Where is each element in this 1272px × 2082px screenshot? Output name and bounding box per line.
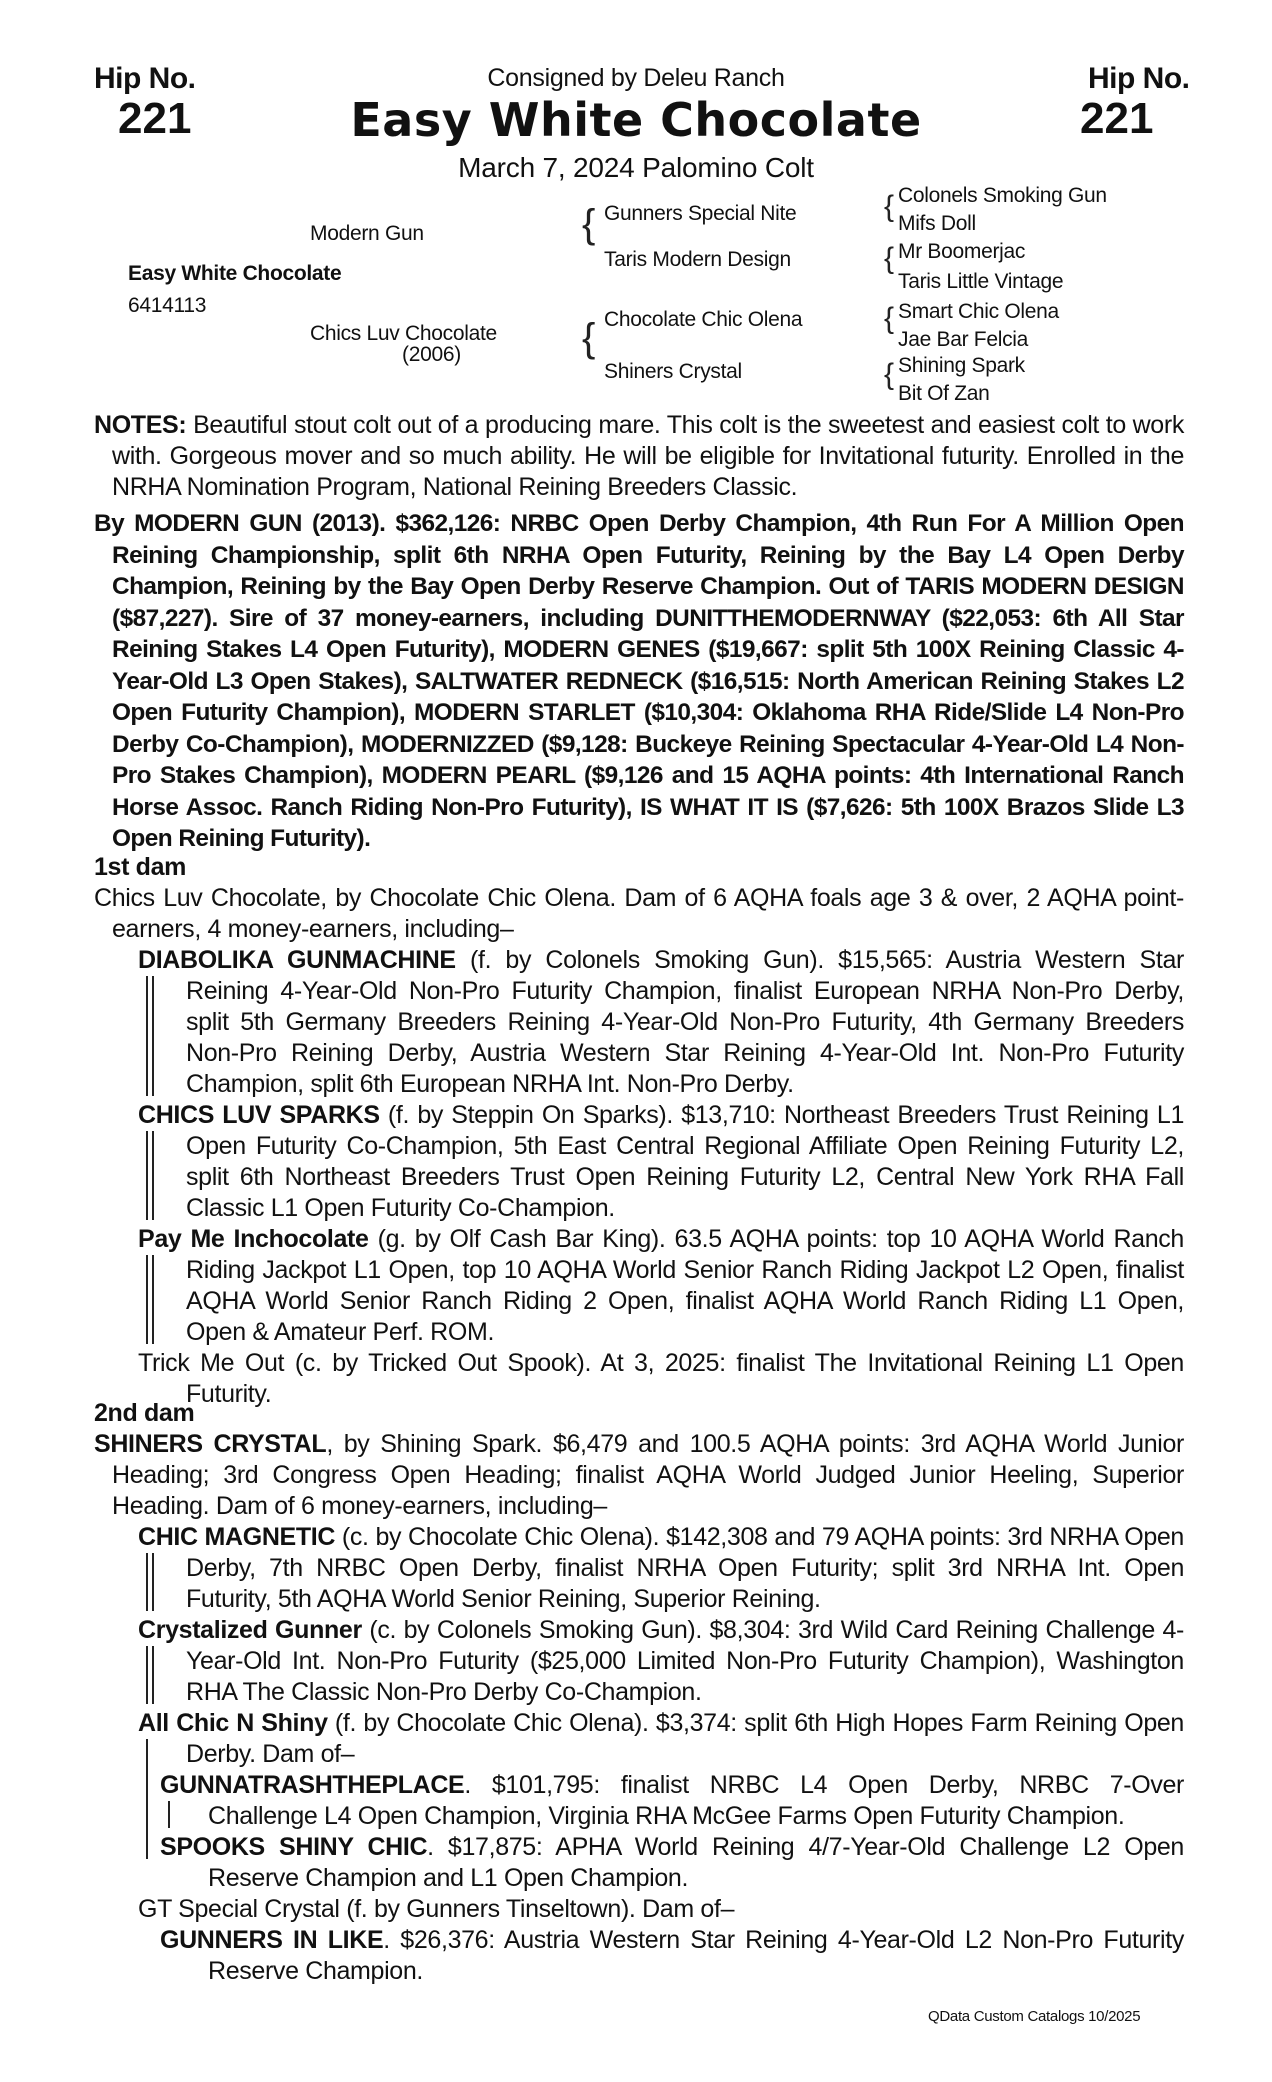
- second-dam-heading: 2nd dam: [94, 1399, 195, 1427]
- brace-ggp-2: {: [884, 242, 895, 275]
- produce-text: (f. by Colonels Smoking Gun). $15,565: Austria Western Star Reining 4-Year-Old Non-Pro Futurity Champion, finalist European NRHA Non-Pro Derby, split 5th Germany Breeders Reining 4-Year-Old Non-Pro Futurity, 4th Germany Breeders Non-Pro Reining Derby, Austria Western Star Reining 4-Year-Old Int. Non-Pro Futurity Champion, split 6th European NRHA Int. Non-Pro Derby.: [186, 946, 1184, 1098]
- pedigree-ggp-7: Shining Spark: [898, 354, 1025, 377]
- produce-rule: [146, 1553, 148, 1611]
- pedigree-sire-dam: Taris Modern Design: [604, 248, 791, 271]
- first-dam-intro: Chics Luv Chocolate, by Chocolate Chic Olena. Dam of 6 AQHA foals age 3 & over, 2 AQHA point-earners, 4 money-earners, including–: [94, 884, 1184, 943]
- pedigree-subject-name: Easy White Chocolate: [128, 262, 342, 285]
- produce-rule-inner: [152, 1255, 154, 1344]
- produce-text: (f. by Chocolate Chic Olena). $3,374: split 6th High Hopes Farm Reining Open Derby. Dam of–: [186, 1709, 1184, 1768]
- horse-title: Easy White Chocolate: [350, 93, 922, 147]
- pedigree-dam-sire: Chocolate Chic Olena: [604, 308, 803, 331]
- notes-text: Beautiful stout colt out of a producing mare. This colt is the sweetest and easiest colt to work with. Gorgeous mover and so much ability. He will be eligible for Invitational futurity. Enrolled in the NRHA Nomination Program, National Reining Breeders Classic.: [112, 411, 1184, 501]
- produce-rule-inner: [152, 1131, 154, 1220]
- produce-text: Trick Me Out (c. by Tricked Out Spook). At 3, 2025: finalist The Invitational Reining L1 Open Futurity.: [138, 1349, 1184, 1408]
- produce-text: (c. by Colonels Smoking Gun). $8,304: 3rd Wild Card Reining Challenge 4-Year-Old Int. Non-Pro Futurity ($25,000 Limited Non-Pro Futurity Champion), Washington RHA The Classic Non-Pro Derby Co-Champion.: [186, 1616, 1184, 1706]
- second-dam-section: [94, 1398, 1184, 1987]
- registration-number: 6414113: [128, 294, 207, 317]
- sire-paragraph: By MODERN GUN (2013). $362,126: NRBC Open Derby Champion, 4th Run For A Million Open Reining Championship, split 6th NRHA Open Futurity, Reining by the Bay L4 Open Derby Champion, Reining by the Bay Open Derby Reserve Champion. Out of TARIS MODERN DESIGN ($87,227). Sire of 37 money-earners, including DUNITTHEMODERNWAY ($22,053: 6th All Star Reining Stakes L4 Open Futurity), MODERN GENES ($19,667: split 5th 100X Reining Classic 4-Year-Old L3 Open Stakes), SALTWATER REDNECK ($16,515: North American Reining Stakes L2 Open Futurity Champion), MODERN STARLET ($10,304: Oklahoma RHA Ride/Slide L4 Non-Pro Derby Co-Champion), MODERNIZZED ($9,128: Buckeye Reining Spectacular 4-Year-Old L4 Non-Pro Stakes Champion), MODERN PEARL ($9,126 and 15 AQHA points: 4th International Ranch Horse Assoc. Ranch Riding Non-Pro Futurity), IS WHAT IT IS ($7,626: 5th 100X Brazos Slide L3 Open Reining Futurity).: [94, 510, 1184, 852]
- produce-rule: [146, 976, 148, 1096]
- grand-produce-entry: [160, 1832, 1184, 1894]
- produce-entry: [138, 1100, 1184, 1224]
- produce-entry: [138, 1224, 1184, 1348]
- produce-name: DIABOLIKA GUNMACHINE: [138, 946, 456, 974]
- produce-name: Crystalized Gunner: [138, 1616, 362, 1644]
- notes-label: NOTES:: [94, 411, 187, 439]
- pedigree-dam: Chics Luv Chocolate: [310, 322, 497, 345]
- produce-text: GT Special Crystal (f. by Gunners Tinseltown). Dam of–: [138, 1895, 735, 1923]
- produce-name: CHICS LUV SPARKS: [138, 1101, 380, 1129]
- produce-rule: [146, 1255, 148, 1344]
- brace-sire: {: [582, 202, 596, 246]
- produce-group: [94, 1708, 1184, 1894]
- produce-name: SPOOKS SHINY CHIC: [160, 1833, 428, 1861]
- produce-rule-inner: [152, 1646, 154, 1704]
- footer-credit: QData Custom Catalogs 10/2025: [928, 2008, 1141, 2025]
- hip-label-right: Hip No.: [1088, 62, 1190, 95]
- produce-name: All Chic N Shiny: [138, 1709, 328, 1737]
- produce-rule: [146, 1739, 148, 1766]
- brace-dam: {: [582, 316, 596, 360]
- hip-label-left: Hip No.: [94, 62, 196, 95]
- produce-text: (c. by Chocolate Chic Olena). $142,308 and 79 AQHA points: 3rd NRHA Open Derby, 7th NRBC Open Derby, finalist NRHA Open Futurity; split 3rd NRHA Int. Open Futurity, 5th AQHA World Senior Reining, Superior Reining.: [186, 1523, 1184, 1613]
- pedigree-dam-dam: Shiners Crystal: [604, 360, 742, 383]
- notes-paragraph: [94, 410, 1184, 503]
- produce-rule: [146, 1131, 148, 1220]
- pedigree-ggp-5: Smart Chic Olena: [898, 300, 1059, 323]
- produce-name: Pay Me Inchocolate: [138, 1225, 369, 1253]
- pedigree-ggp-8: Bit Of Zan: [898, 382, 990, 405]
- sire-section: [94, 508, 1184, 855]
- produce-name: GUNNATRASHTHEPLACE: [160, 1771, 465, 1799]
- produce-entry: [138, 1615, 1184, 1708]
- pedigree-ggp-1: Colonels Smoking Gun: [898, 184, 1107, 207]
- produce-rule: [168, 1801, 170, 1828]
- produce-entry: [138, 945, 1184, 1100]
- brace-ggp-4: {: [884, 358, 895, 391]
- first-dam-heading: 1st dam: [94, 853, 187, 881]
- brace-ggp-1: {: [884, 190, 895, 223]
- produce-entry: [138, 1708, 1184, 1770]
- produce-entry: [138, 1522, 1184, 1615]
- pedigree-ggp-6: Jae Bar Felcia: [898, 328, 1029, 351]
- produce-entry: [138, 1894, 1184, 1925]
- consignor-line: Consigned by Deleu Ranch: [487, 64, 785, 92]
- produce-text: . $26,376: Austria Western Star Reining 4-Year-Old L2 Non-Pro Futurity Reserve Champion.: [208, 1926, 1184, 1985]
- hip-number-left: 221: [118, 94, 192, 143]
- produce-text: . $101,795: finalist NRBC L4 Open Derby, NRBC 7-Over Challenge L4 Open Champion, Virginia RHA McGee Farms Open Futurity Champion.: [208, 1771, 1184, 1830]
- produce-rule-inner: [152, 1553, 154, 1611]
- pedigree-dam-year: (2006): [402, 343, 461, 366]
- foal-info: March 7, 2024 Palomino Colt: [458, 152, 814, 183]
- second-dam-text: , by Shining Spark. $6,479 and 100.5 AQHA points: 3rd AQHA World Junior Heading; 3rd Congress Open Heading; finalist AQHA World Judged Junior Heeling, Superior Heading. Dam of 6 money-earners, including–: [112, 1430, 1184, 1520]
- produce-rule: [146, 1646, 148, 1704]
- second-dam-intro: [94, 1429, 1184, 1522]
- pedigree-ggp-2: Mifs Doll: [898, 212, 976, 235]
- pedigree-sire: Modern Gun: [310, 222, 424, 245]
- notes-section: [94, 410, 1184, 503]
- pedigree-ggp-3: Mr Boomerjac: [898, 240, 1026, 263]
- brace-ggp-3: {: [884, 302, 895, 335]
- pedigree-sire-sire: Gunners Special Nite: [604, 202, 797, 225]
- grand-produce-entry: [160, 1925, 1184, 1987]
- produce-name: GUNNERS IN LIKE: [160, 1926, 384, 1954]
- pedigree-ggp-4: Taris Little Vintage: [898, 270, 1064, 293]
- grand-produce-entry: [160, 1770, 1184, 1832]
- produce-text: . $17,875: APHA World Reining 4/7-Year-Old Challenge L2 Open Reserve Champion and L1 Open Champion.: [208, 1833, 1184, 1892]
- hip-number-right: 221: [1080, 94, 1154, 143]
- produce-text: (g. by Olf Cash Bar King). 63.5 AQHA points: top 10 AQHA World Ranch Riding Jackpot L1 Open, top 10 AQHA World Senior Ranch Riding Jackpot L2 Open, finalist AQHA World Senior Ranch Riding 2 Open, finalist AQHA World Ranch Riding L1 Open, Open & Amateur Perf. ROM.: [186, 1225, 1184, 1346]
- produce-rule-inner: [152, 976, 154, 1096]
- produce-text: (f. by Steppin On Sparks). $13,710: Northeast Breeders Trust Reining L1 Open Futurity Co-Champion, 5th East Central Regional Affiliate Open Reining Futurity L2, split 6th Northeast Breeders Trust Open Reining Futurity L2, Central New York RHA Fall Classic L1 Open Futurity Co-Champion.: [186, 1101, 1184, 1222]
- produce-name: CHIC MAGNETIC: [138, 1523, 336, 1551]
- first-dam-section: [94, 852, 1184, 1410]
- second-dam-name: SHINERS CRYSTAL: [94, 1430, 327, 1458]
